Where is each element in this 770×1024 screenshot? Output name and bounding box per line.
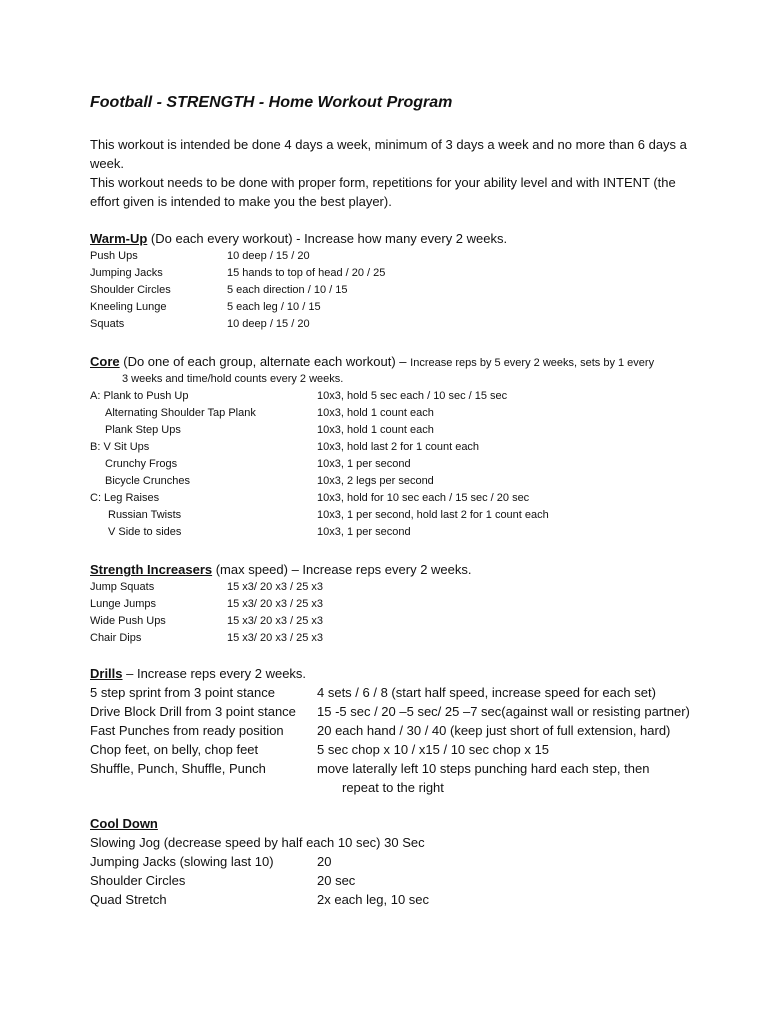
exercise-value: 10x3, hold 1 count each — [317, 424, 434, 436]
core-heading — [90, 354, 654, 369]
exercise-value: 10x3, hold 5 sec each / 10 sec / 15 sec — [317, 390, 508, 402]
exercise-name: Bicycle Crunches — [105, 475, 190, 487]
core-note-small: Increase reps by 5 every 2 weeks, sets by 1 every — [410, 357, 655, 369]
exercise-name: Kneeling Lunge — [90, 301, 167, 313]
exercise-name: B: V Sit Ups — [90, 441, 150, 453]
exercise-name: Jumping Jacks — [90, 267, 163, 279]
exercise-value: 2x each leg, 10 sec — [317, 892, 430, 907]
exercise-value: 10x3, hold 1 count each — [317, 407, 434, 419]
exercise-name: Jump Squats — [90, 581, 155, 593]
strength-note: (max speed) – Increase reps every 2 weeks. — [212, 562, 472, 577]
drill-continuation: repeat to the right — [342, 780, 444, 795]
warmup-label: Warm-Up — [90, 231, 148, 246]
intro-line-4: effort given is intended to make you the best player). — [90, 194, 392, 209]
exercise-name: Wide Push Ups — [90, 615, 166, 627]
core-note: (Do one of each group, alternate each workout) – — [119, 354, 411, 369]
exercise-name: Quad Stretch — [90, 892, 167, 907]
exercise-value: 15 x3/ 20 x3 / 25 x3 — [227, 581, 324, 593]
strength-heading — [90, 562, 472, 577]
exercise-value: 10 deep / 15 / 20 — [227, 318, 310, 330]
exercise-value: 15 x3/ 20 x3 / 25 x3 — [227, 615, 324, 627]
exercise-name: V Side to sides — [108, 526, 182, 538]
drill-name: Chop feet, on belly, chop feet — [90, 742, 259, 757]
exercise-value: 5 each direction / 10 / 15 — [227, 284, 348, 296]
drill-name: 5 step sprint from 3 point stance — [90, 685, 275, 700]
warmup-heading — [90, 231, 507, 246]
drill-name: Shuffle, Punch, Shuffle, Punch — [90, 761, 266, 776]
exercise-value: 10x3, 1 per second — [317, 458, 411, 470]
drill-value: 20 each hand / 30 / 40 (keep just short of full extension, hard) — [317, 723, 671, 738]
exercise-name: Crunchy Frogs — [105, 458, 178, 470]
exercise-value: 15 x3/ 20 x3 / 25 x3 — [227, 632, 324, 644]
exercise-name: Chair Dips — [90, 632, 142, 644]
exercise-name: A: Plank to Push Up — [90, 390, 189, 402]
exercise-value: 10 deep / 15 / 20 — [227, 250, 310, 262]
drill-value: 4 sets / 6 / 8 (start half speed, increase speed for each set) — [317, 685, 656, 700]
drill-value: 5 sec chop x 10 / x15 / 10 sec chop x 15 — [317, 742, 549, 757]
exercise-name: Shoulder Circles — [90, 284, 171, 296]
exercise-value: 20 sec — [317, 873, 356, 888]
core-label: Core — [90, 354, 120, 369]
drills-heading — [90, 666, 306, 681]
exercise-value: 10x3, 2 legs per second — [317, 475, 434, 487]
intro-line-3: This workout needs to be done with proper form, repetitions for your ability level and with INTENT (the — [90, 175, 676, 190]
page-title: Football - STRENGTH - Home Workout Program — [90, 94, 453, 111]
exercise-value: 15 hands to top of head / 20 / 25 — [227, 267, 386, 279]
exercise-value: 10x3, hold for 10 sec each / 15 sec / 20 sec — [317, 492, 530, 504]
exercise-value: 10x3, 1 per second — [317, 526, 411, 538]
exercise-value: 10x3, 1 per second, hold last 2 for 1 count each — [317, 509, 549, 521]
cooldown-heading — [90, 816, 158, 831]
intro-line-1: This workout is intended be done 4 days a week, minimum of 3 days a week and no more than 6 days a — [90, 137, 687, 152]
core-note-line-2: 3 weeks and time/hold counts every 2 weeks. — [122, 373, 344, 385]
exercise-value: 10x3, hold last 2 for 1 count each — [317, 441, 480, 453]
exercise-name: C: Leg Raises — [90, 492, 160, 504]
exercise-name: Russian Twists — [108, 509, 182, 521]
exercise-value: 20 — [317, 854, 332, 869]
exercise-name: Alternating Shoulder Tap Plank — [105, 407, 256, 419]
drill-value: move laterally left 10 steps punching hard each step, then — [317, 761, 650, 776]
drill-value: 15 -5 sec / 20 –5 sec/ 25 –7 sec(against wall or resisting partner) — [317, 704, 690, 719]
drill-name: Drive Block Drill from 3 point stance — [90, 704, 296, 719]
intro-line-2: week. — [90, 156, 124, 171]
exercise-name: Jumping Jacks (slowing last 10) — [90, 854, 274, 869]
drills-label: Drills — [90, 666, 123, 681]
exercise-name: Squats — [90, 318, 125, 330]
drill-name: Fast Punches from ready position — [90, 723, 284, 738]
cooldown-first-line: Slowing Jog (decrease speed by half each 10 sec) 30 Sec — [90, 835, 425, 850]
exercise-name: Plank Step Ups — [105, 424, 181, 436]
exercise-name: Push Ups — [90, 250, 138, 262]
exercise-value: 15 x3/ 20 x3 / 25 x3 — [227, 598, 324, 610]
drills-note: – Increase reps every 2 weeks. — [122, 666, 307, 681]
strength-label: Strength Increasers — [90, 562, 213, 577]
exercise-value: 5 each leg / 10 / 15 — [227, 301, 321, 313]
exercise-name: Lunge Jumps — [90, 598, 157, 610]
warmup-note: (Do each every workout) - Increase how many every 2 weeks. — [147, 231, 508, 246]
cooldown-label: Cool Down — [90, 816, 158, 831]
exercise-name: Shoulder Circles — [90, 873, 186, 888]
